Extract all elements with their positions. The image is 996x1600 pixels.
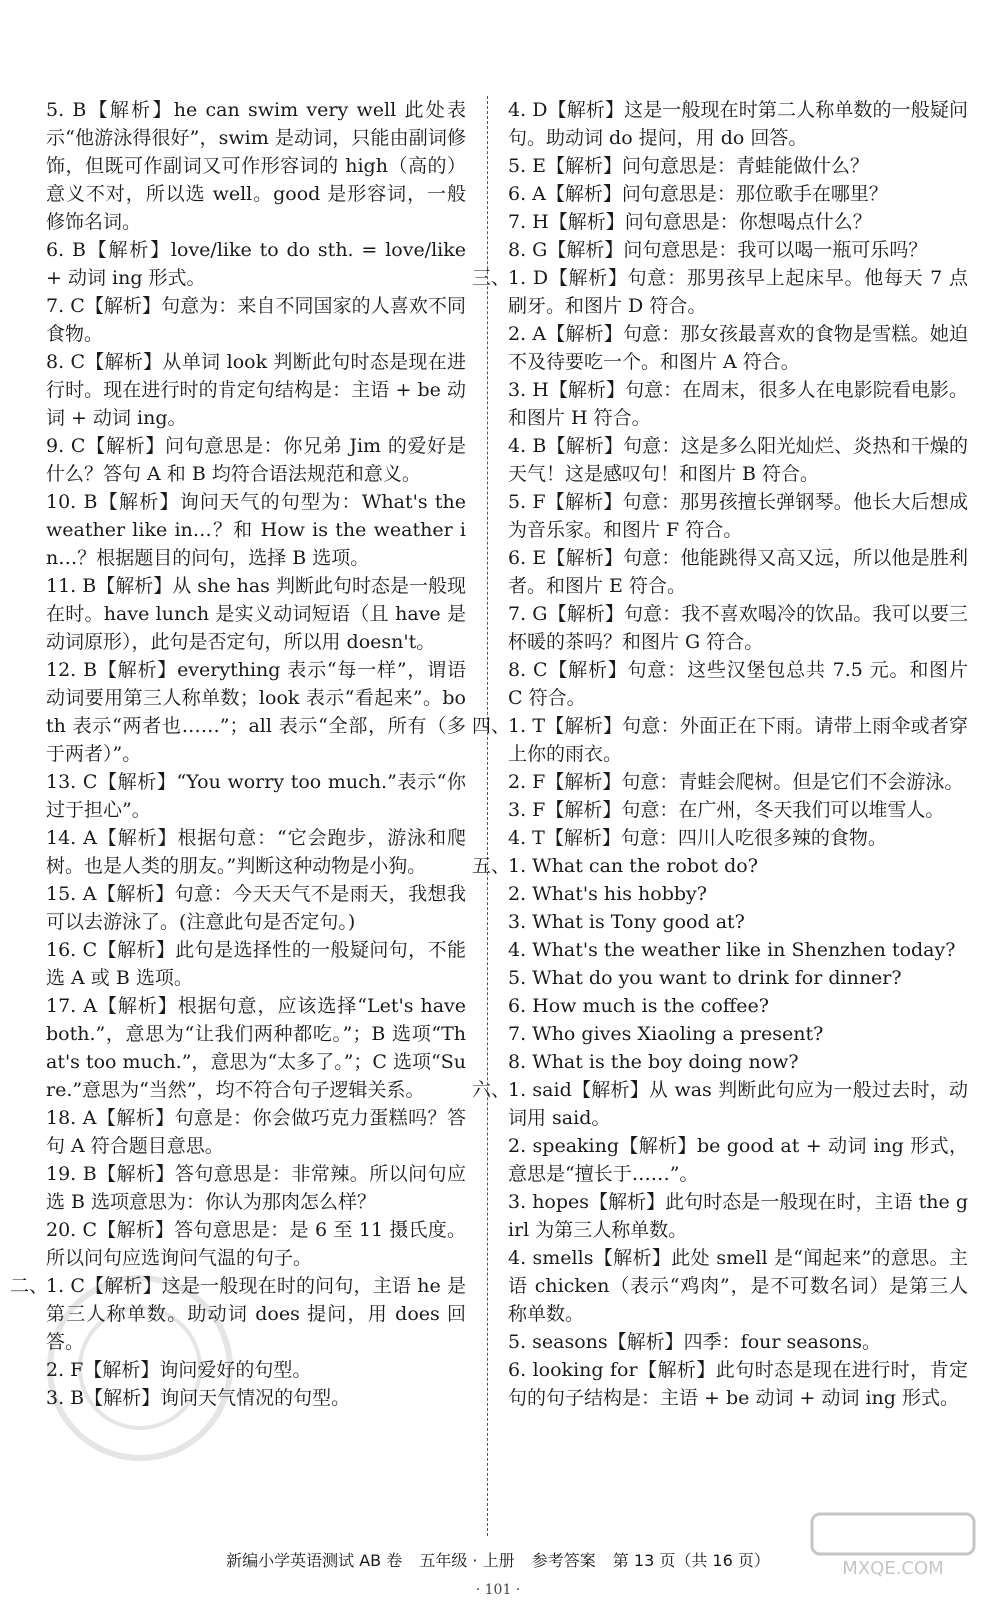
answer-item: 6. B【解析】love/like to do sth. = love/like + 动词 ing 形式。: [46, 239, 466, 289]
section-4-label: 四、: [472, 715, 511, 737]
right-column: [472, 96, 968, 1412]
answer-item: 6. looking for【解析】此句时态是现在进行时，肯定句的句子结构是：主语 + be 动词 + 动词 ing 形式。: [508, 1359, 968, 1409]
answer-item: 1. C【解析】这是一般现在时的问句，主语 he 是第三人称单数。助动词 does 提问，用 does 回答。: [46, 1275, 466, 1353]
answer-item: 6. How much is the coffee?: [508, 995, 769, 1017]
footer-page: 第 13 页（共 16 页）: [612, 1551, 770, 1570]
answer-item: 14. A【解析】根据句意：“它会跑步，游泳和爬树。也是人类的朋友。”判断这种动物是小狗。: [46, 827, 466, 877]
section-4-answers: [472, 712, 968, 852]
answer-item: 3. What is Tony good at?: [508, 911, 745, 933]
footer-section: 参考答案: [531, 1551, 596, 1570]
section-5-label: 五、: [472, 855, 511, 877]
answer-item: 2. What's his hobby?: [508, 883, 707, 905]
watermark-text: MXQE.COM: [842, 1558, 944, 1579]
answer-item: 7. C【解析】句意为：来自不同国家的人喜欢不同食物。: [46, 295, 466, 345]
answer-item: 7. G【解析】句意：我不喜欢喝冷的饮品。我可以要三杯暖的茶吗？和图片 G 符合。: [508, 603, 968, 653]
left-column: [10, 96, 466, 1412]
section-5-answers: [472, 852, 968, 1076]
answer-item: 18. A【解析】句意是：你会做巧克力蛋糕吗？答句 A 符合题目意思。: [46, 1107, 466, 1157]
answer-item: 6. E【解析】句意：他能跳得又高又远，所以他是胜利者。和图片 E 符合。: [508, 547, 968, 597]
answer-item: 9. C【解析】问句意思是：你兄弟 Jim 的爱好是什么？答句 A 和 B 均符合语法规范和意义。: [46, 435, 466, 485]
answer-item: 5. What do you want to drink for dinner?: [508, 967, 902, 989]
page-number: · 101 ·: [475, 1582, 521, 1598]
section-3-answers: [472, 264, 968, 712]
answer-item: 2. A【解析】句意：那女孩最喜欢的食物是雪糕。她迫不及待要吃一个。和图片 A 符合。: [508, 323, 968, 373]
answer-item: 4. smells【解析】此处 smell 是“闻起来”的意思。主语 chicken（表示“鸡肉”，是不可数名词）是第三人称单数。: [508, 1247, 968, 1325]
answer-item: 4. D【解析】这是一般现在时第二人称单数的一般疑问句。助动词 do 提问，用 do 回答。: [508, 99, 968, 149]
section-1-answers: [46, 96, 466, 1272]
footer-book-title: 新编小学英语测试 AB 卷: [226, 1551, 403, 1570]
section-3-label: 三、: [472, 267, 511, 289]
answer-item: 15. A【解析】句意：今天天气不是雨天，我想我可以去游泳了。(注意此句是否定句。): [46, 883, 466, 933]
answer-item: 8. What is the boy doing now?: [508, 1051, 799, 1073]
answer-item: 5. seasons【解析】四季：four seasons。: [508, 1331, 881, 1353]
answer-item: 5. F【解析】句意：那男孩擅长弹钢琴。他长大后想成为音乐家。和图片 F 符合。: [508, 491, 968, 541]
answer-item: 2. F【解析】询问爱好的句型。: [46, 1359, 312, 1381]
column-divider: [487, 96, 488, 1536]
footer-grade: 五年级 · 上册: [419, 1551, 515, 1570]
answer-item: 20. C【解析】答句意思是：是 6 至 11 摄氏度。所以问句应选询问气温的句子。: [46, 1219, 466, 1269]
answer-item: 19. B【解析】答句意思是：非常辣。所以问句应选 B 选项意思为：你认为那肉怎么样？: [46, 1163, 466, 1213]
answer-item: 16. C【解析】此句是选择性的一般疑问句，不能选 A 或 B 选项。: [46, 939, 466, 989]
answer-item: 3. B【解析】询问天气情况的句型。: [46, 1387, 351, 1409]
answer-item: 4. What's the weather like in Shenzhen today?: [508, 939, 956, 961]
answer-item: 13. C【解析】“You worry too much.”表示“你过于担心”。: [46, 771, 466, 821]
answer-item: 1. D【解析】句意：那男孩早上起床早。他每天 7 点刷牙。和图片 D 符合。: [508, 267, 968, 317]
answer-item: 5. E【解析】问句意思是：青蛙能做什么？: [508, 155, 870, 177]
answer-item: 8. C【解析】从单词 look 判断此句时态是现在进行时。现在进行时的肯定句结构是：主语 + be 动词 + 动词 ing。: [46, 351, 466, 429]
answer-item: 1. said【解析】从 was 判断此句应为一般过去时，动词用 said。: [508, 1079, 968, 1129]
answer-item: 2. F【解析】句意：青蛙会爬树。但是它们不会游泳。: [508, 771, 964, 793]
answer-item: 1. T【解析】句意：外面正在下雨。请带上雨伞或者穿上你的雨衣。: [508, 715, 968, 765]
answer-item: 10. B【解析】询问天气的句型为：What's the weather like in…？和 How is the weather in…？根据题目的问句，选择 B 选项。: [46, 491, 466, 569]
watermark-stamp-icon: [40, 1268, 240, 1468]
answer-item: 7. H【解析】问句意思是：你想喝点什么？: [508, 211, 872, 233]
answer-item: 8. G【解析】问句意思是：我可以喝一瓶可乐吗？: [508, 239, 928, 261]
answer-item: 5. B【解析】he can swim very well 此处表示“他游泳得很好”，swim 是动词，只能由副词修饰，但既可作副词又可作形容词的 high（高的）意义不对，所以选 well。good 是形容词，一般修饰名词。: [46, 99, 466, 233]
answer-item: 4. B【解析】句意：这是多么阳光灿烂、炎热和干燥的天气！这是感叹句！和图片 B 符合。: [508, 435, 968, 485]
answer-item: 2. speaking【解析】be good at + 动词 ing 形式，意思是“擅长于……”。: [508, 1135, 968, 1185]
section-6-label: 六、: [472, 1079, 511, 1101]
answer-item: 12. B【解析】everything 表示“每一样”，谓语动词要用第三人称单数；look 表示“看起来”。both 表示“两者也……”；all 表示“全部，所有（多于两者）”。: [46, 659, 466, 765]
answer-item: 17. A【解析】根据句意，应该选择“Let's have both.”，意思为“让我们两种都吃。”；B 选项“That's too much.”，意思为“太多了。”；C 选项“Sure.”意思为“当然”，均不符合句子逻辑关系。: [46, 995, 466, 1101]
site-watermark-logo: [808, 1510, 978, 1580]
answer-item: 4. T【解析】句意：四川人吃很多辣的食物。: [508, 827, 887, 849]
answer-item: 1. What can the robot do?: [508, 855, 758, 877]
answer-item: 3. H【解析】句意：在周末，很多人在电影院看电影。和图片 H 符合。: [508, 379, 968, 429]
section-2-label: 二、: [10, 1275, 49, 1297]
section-2-answers-continued: [508, 96, 968, 264]
answer-item: 7. Who gives Xiaoling a present?: [508, 1023, 824, 1045]
section-6-answers: [472, 1076, 968, 1412]
answer-item: 11. B【解析】从 she has 判断此句时态是一般现在时。have lunch 是实义动词短语（且 have 是动词原形），此句是否定句，所以用 doesn't。: [46, 575, 466, 653]
answer-item: 3. F【解析】句意：在广州，冬天我们可以堆雪人。: [508, 799, 945, 821]
answer-item: 6. A【解析】问句意思是：那位歌手在哪里？: [508, 183, 888, 205]
answer-item: 3. hopes【解析】此句时态是一般现在时，主语 the girl 为第三人称单数。: [508, 1191, 968, 1241]
answer-item: 8. C【解析】句意：这些汉堡包总共 7.5 元。和图片 C 符合。: [508, 659, 968, 709]
